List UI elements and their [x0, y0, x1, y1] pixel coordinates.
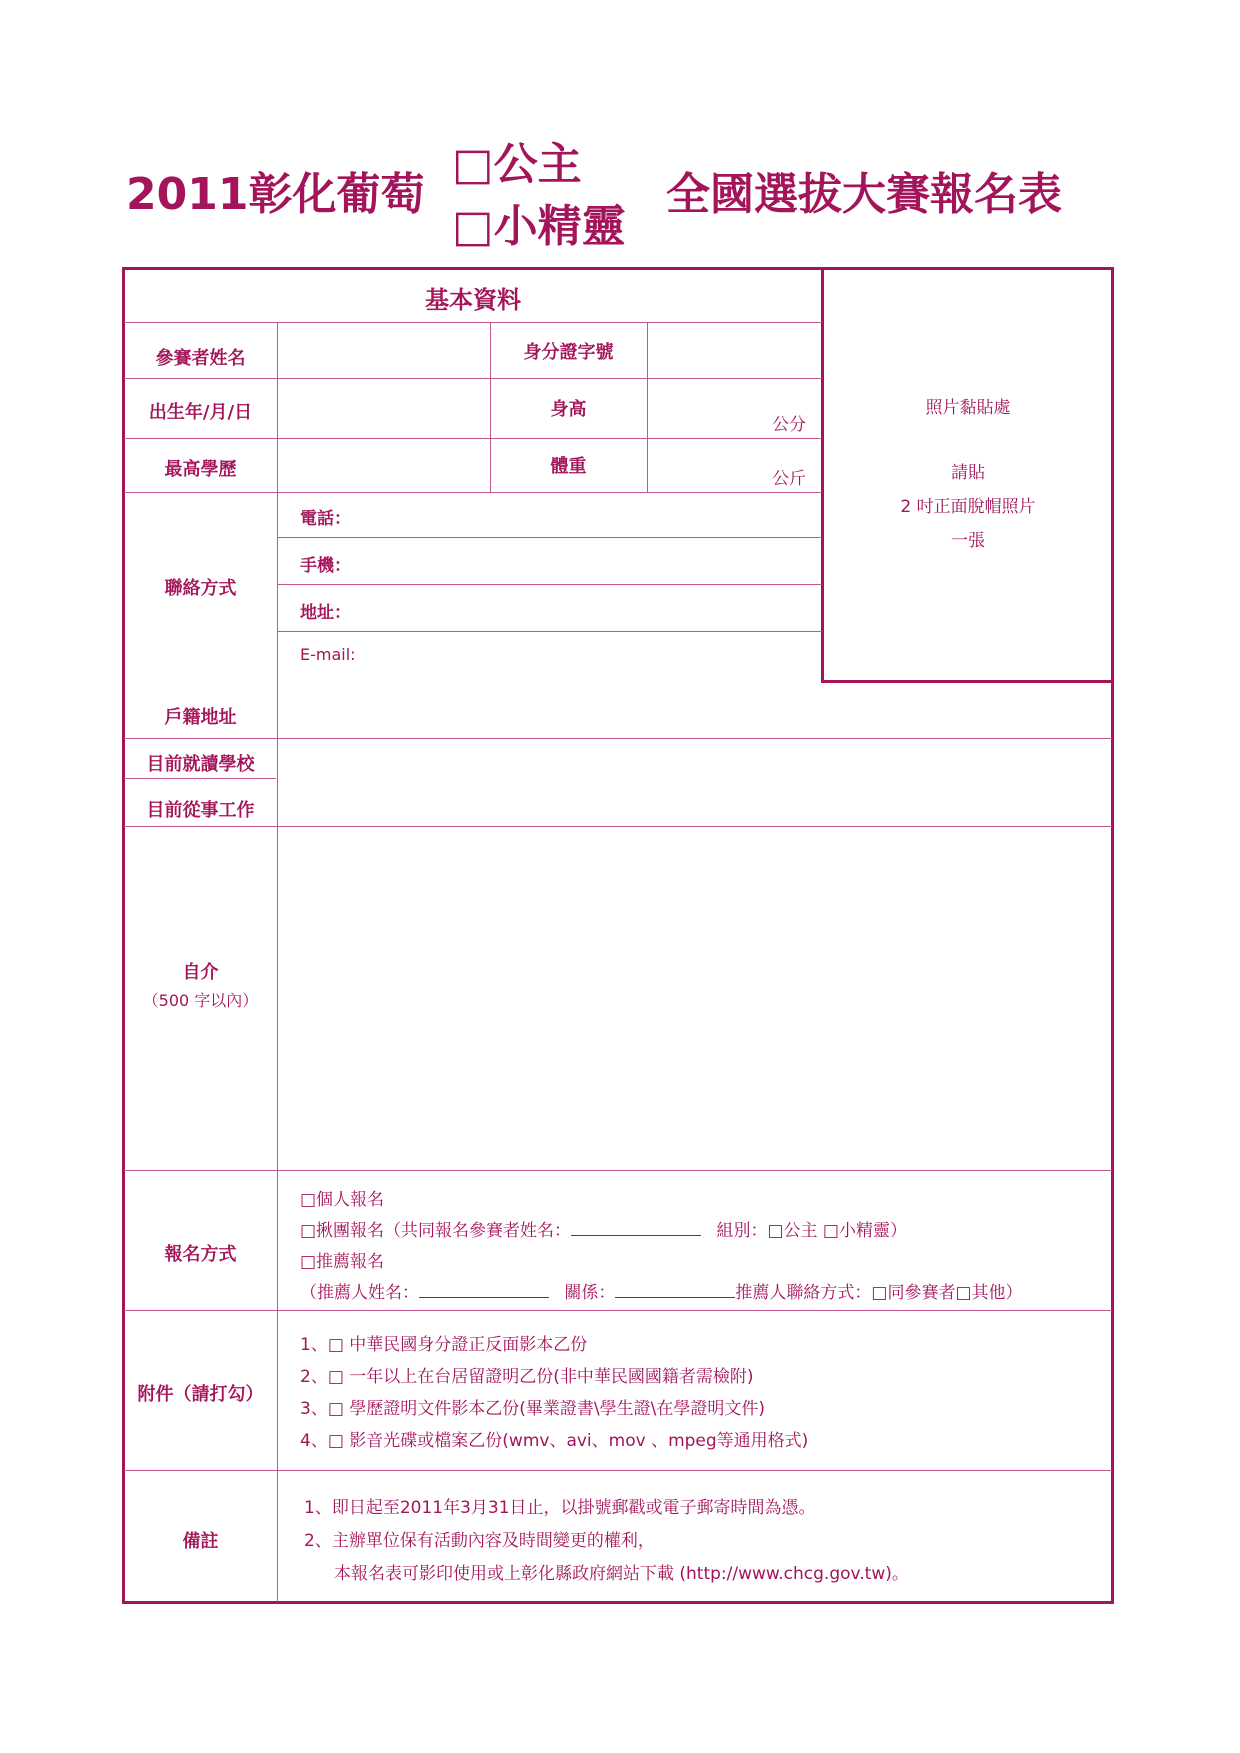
- attachment-item[interactable]: 4、□ 影音光碟或檔案乙份(wmv、avi、mov 、mpeg等通用格式): [300, 1431, 809, 1451]
- option-individual[interactable]: □個人報名: [300, 1190, 385, 1210]
- photo-instruction-2: 2 吋正面脫帽照片: [900, 497, 1036, 517]
- input-self-intro[interactable]: [278, 827, 1110, 1169]
- input-address[interactable]: [360, 586, 820, 630]
- label-address: 地址：: [300, 603, 351, 623]
- label-weight: 體重: [550, 456, 587, 477]
- label-household-address: 戶籍地址: [164, 707, 237, 728]
- title-option-princess: □公主: [452, 139, 582, 190]
- height-unit: 公分: [772, 415, 806, 435]
- label-self-intro: 自介: [182, 962, 219, 983]
- input-phone[interactable]: [360, 494, 820, 536]
- photo-instruction-3: 一張: [951, 531, 985, 551]
- weight-unit: 公斤: [772, 469, 806, 489]
- label-mobile: 手機：: [300, 556, 351, 576]
- label-attachments: 附件（請打勾）: [137, 1384, 264, 1405]
- attachment-item[interactable]: 1、□ 中華民國身分證正反面影本乙份: [300, 1335, 588, 1355]
- input-email[interactable]: [360, 633, 820, 681]
- recommender-name-label: （推薦人姓名：: [300, 1283, 419, 1303]
- title-suffix: 全國選拔大賽報名表: [666, 169, 1062, 220]
- label-contestant-name: 參賽者姓名: [155, 348, 246, 369]
- recommender-name-blank[interactable]: [419, 1297, 549, 1298]
- remark-line-3: 本報名表可影印使用或上彰化縣政府網站下載 (http://www.chcg.gov.tw)。: [334, 1564, 909, 1584]
- photo-title: 照片黏貼處: [925, 398, 1011, 418]
- label-contact: 聯絡方式: [164, 578, 237, 599]
- recommend-details: [300, 1278, 1023, 1303]
- label-height: 身高: [550, 399, 587, 420]
- photo-instruction-1: 請貼: [951, 463, 985, 483]
- label-registration-method: 報名方式: [164, 1244, 237, 1265]
- input-birth-date[interactable]: [278, 379, 490, 438]
- input-education[interactable]: [278, 439, 490, 492]
- form-title: [0, 0, 1240, 250]
- label-phone: 電話：: [300, 509, 351, 529]
- title-option-fairy: □小精靈: [452, 201, 626, 252]
- input-contestant-name[interactable]: [278, 323, 490, 378]
- attachment-item[interactable]: 2、□ 一年以上在台居留證明乙份(非中華民國國籍者需檢附): [300, 1367, 754, 1387]
- label-email: E-mail:: [300, 645, 356, 664]
- label-remarks: 備註: [182, 1531, 219, 1552]
- input-household-address[interactable]: [278, 684, 1110, 737]
- label-birth-date: 出生年/月/日: [148, 402, 253, 423]
- remark-line-2: 2、主辦單位保有活動內容及時間變更的權利，: [304, 1531, 655, 1551]
- group-names-blank[interactable]: [571, 1235, 701, 1236]
- label-current-job: 目前從事工作: [146, 800, 255, 821]
- input-school-job[interactable]: [278, 739, 1110, 825]
- label-current-school: 目前就讀學校: [146, 754, 255, 775]
- label-id-number: 身分證字號: [523, 342, 614, 363]
- remark-line-1: 1、即日起至2011年3月31日止，以掛號郵戳或電子郵寄時間為憑。: [304, 1498, 816, 1518]
- recommender-contact-label[interactable]: 推薦人聯絡方式：□同參賽者□其他）: [735, 1283, 1023, 1303]
- option-group-label[interactable]: □揪團報名（共同報名參賽者姓名：: [300, 1221, 572, 1241]
- title-prefix: 2011彰化葡萄: [126, 169, 425, 220]
- input-id-number[interactable]: [648, 323, 821, 378]
- relationship-label: 關係：: [564, 1283, 616, 1303]
- label-education: 最高學歷: [164, 459, 237, 480]
- attachment-item[interactable]: 3、□ 學歷證明文件影本乙份(畢業證書\學生證\在學證明文件): [300, 1399, 766, 1419]
- option-group: [300, 1216, 907, 1241]
- input-mobile[interactable]: [360, 539, 820, 583]
- self-intro-note: （500 字以內）: [142, 991, 259, 1010]
- section-header-basic-info: 基本資料: [425, 285, 521, 314]
- option-recommend[interactable]: □推薦報名: [300, 1252, 385, 1272]
- relationship-blank[interactable]: [615, 1297, 735, 1298]
- group-category-label[interactable]: 組別：□公主 □小精靈）: [716, 1221, 907, 1241]
